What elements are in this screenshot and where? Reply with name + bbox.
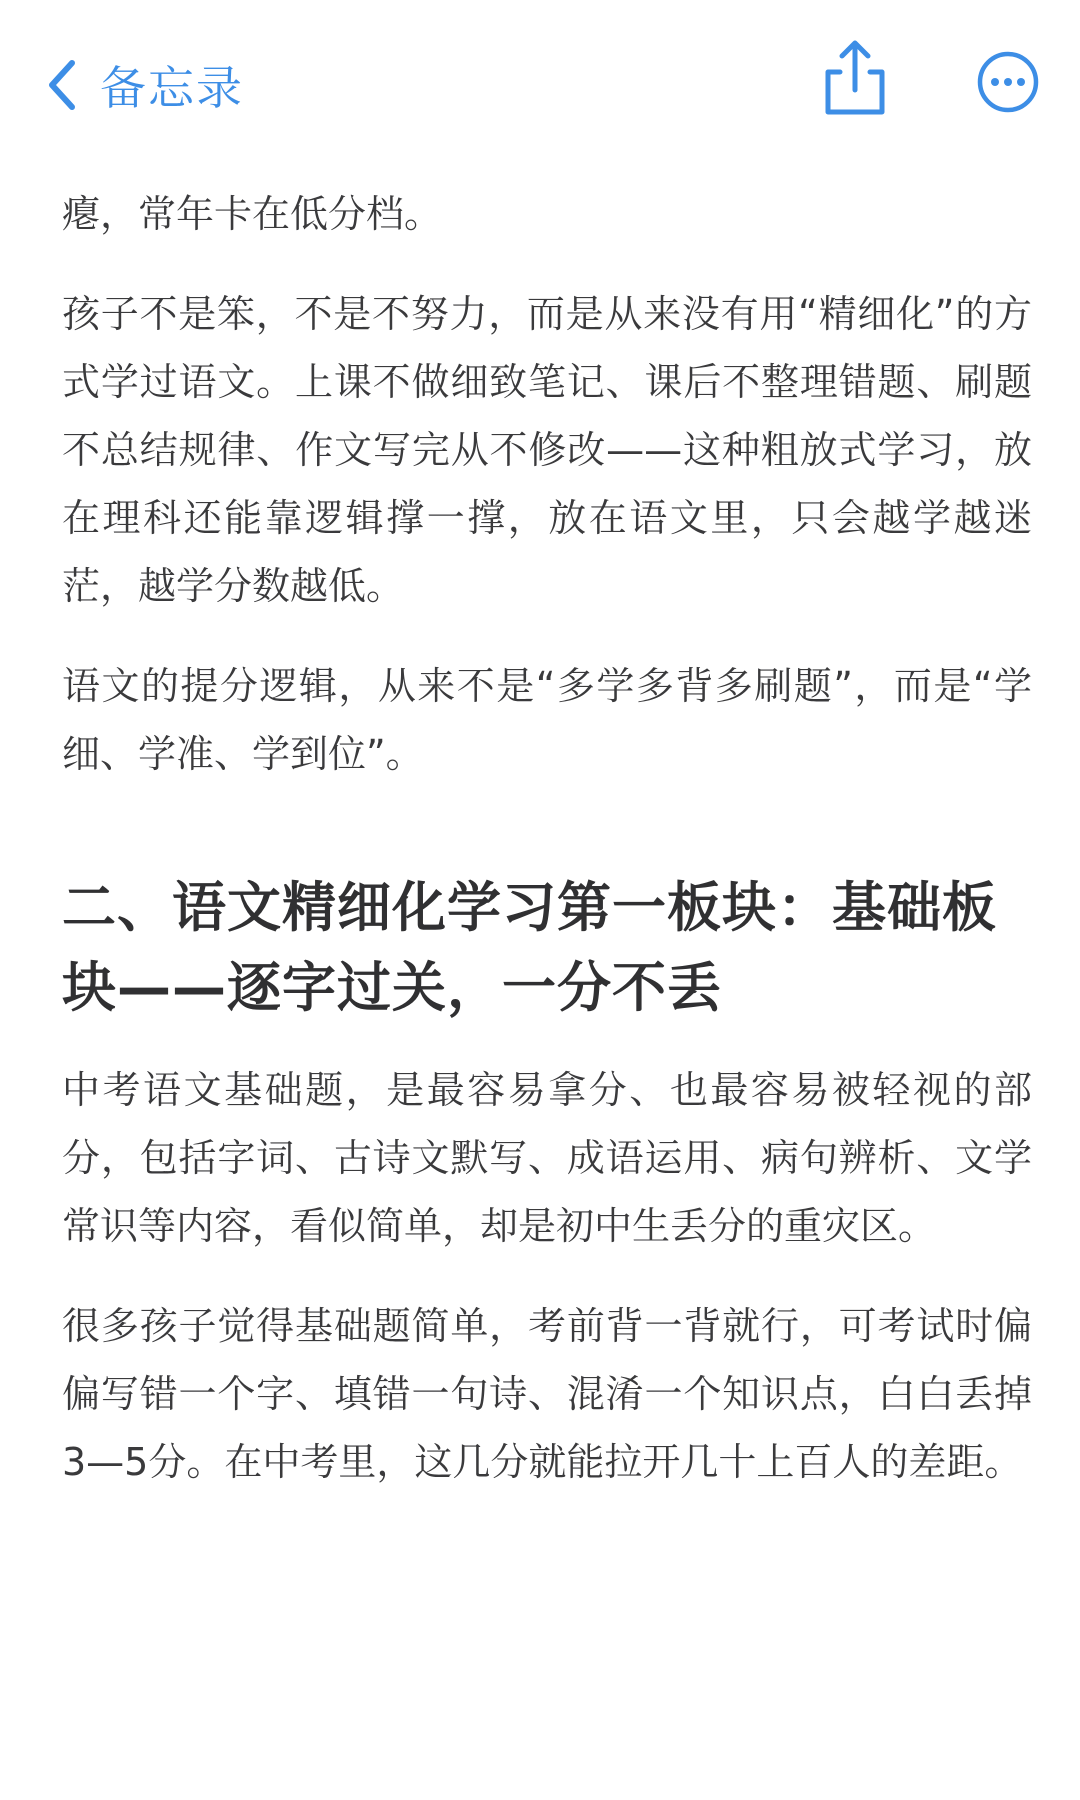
note-paragraph: 瘪，常年卡在低分档。 (62, 192, 443, 236)
chevron-left-icon (44, 57, 80, 113)
note-body[interactable] (62, 180, 1032, 1528)
note-paragraph: 孩子不是笨，不是不努力，而是从来没有用“精细化”的方式学过语文。上课不做细致笔记、课后不整理错题、刷题不总结规律、作文写完从不修改——这种粗放式学习，放在理科还能靠逻辑撑一撑，放在语文里，只会越学越迷茫，越学分数越低。 (62, 292, 1032, 608)
note-paragraph: 语文的提分逻辑，从来不是“多学多背多刷题”，而是“学细、学准、学到位”。 (62, 664, 1032, 776)
share-icon (820, 38, 890, 118)
note-paragraph: 中考语文基础题，是最容易拿分、也最容易被轻视的部分，包括字词、古诗文默写、成语运用、病句辨析、文学常识等内容，看似简单，却是初中生丢分的重灾区。 (62, 1068, 1032, 1248)
note-paragraph: 很多孩子觉得基础题简单，考前背一背就行，可考试时偏偏写错一个字、填错一句诗、混淆一个知识点，白白丢掉3—5分。在中考里，这几分就能拉开几十上百人的差距。 (62, 1304, 1032, 1484)
share-button[interactable] (820, 38, 890, 118)
section-heading: 二、语文精细化学习第一板块：基础板块——逐字过关，一分不丢 (62, 876, 997, 1019)
more-button[interactable] (976, 50, 1040, 114)
more-icon (976, 50, 1040, 114)
back-button-label: 备忘录 (100, 61, 244, 115)
navigation-bar (0, 0, 1080, 170)
back-button[interactable] (44, 40, 244, 130)
